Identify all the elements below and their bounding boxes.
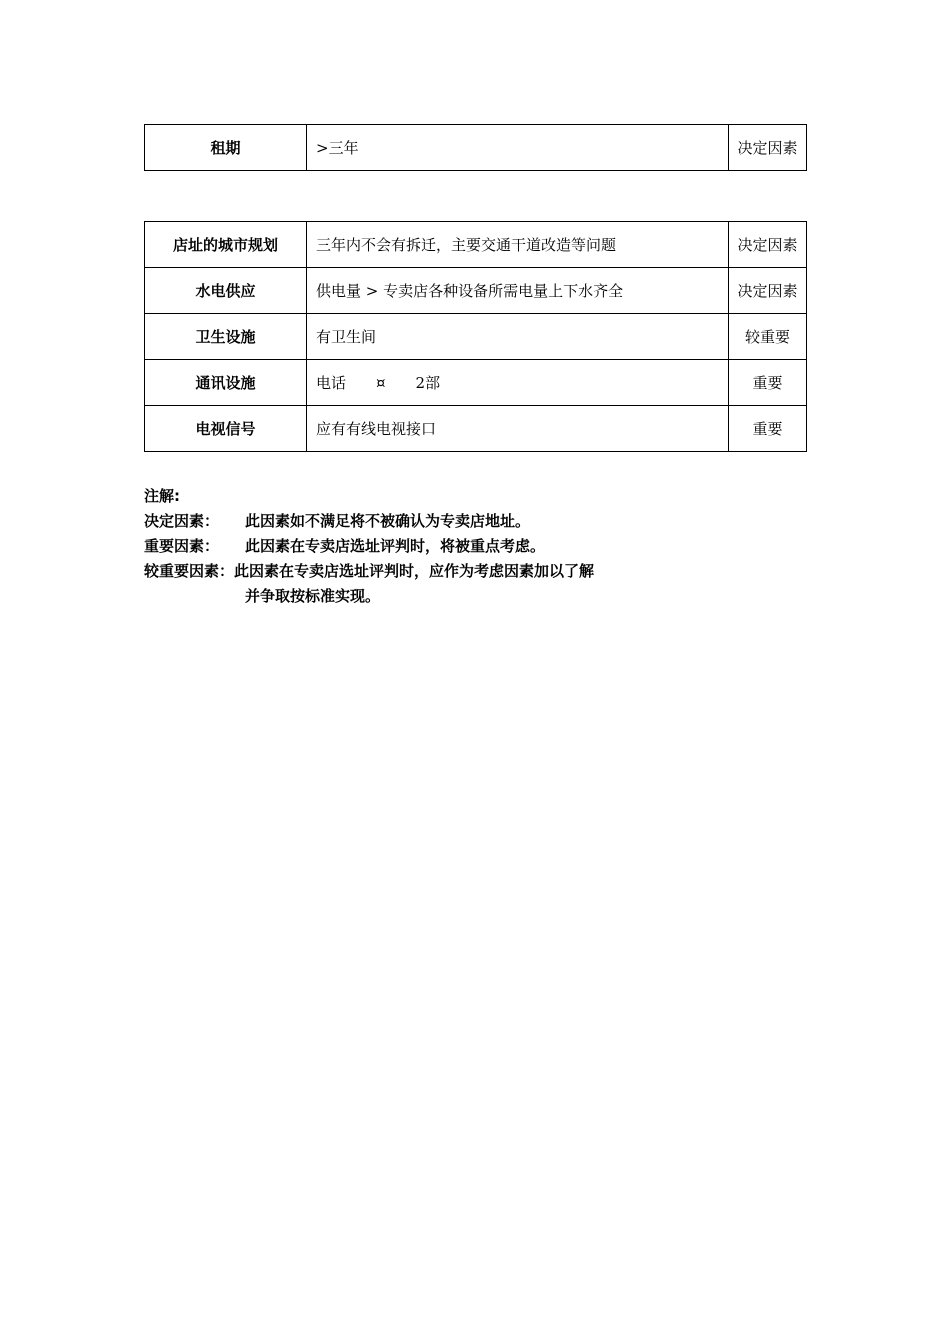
table-row (145, 360, 807, 406)
criterion-label: 租期 (145, 125, 307, 171)
criterion-label: 水电供应 (145, 268, 307, 314)
criterion-level: 决定因素 (729, 125, 807, 171)
criterion-label: 电视信号 (145, 406, 307, 452)
criterion-level: 较重要 (729, 314, 807, 360)
notes-section (144, 484, 744, 609)
note-term: 重要因素： (144, 537, 220, 555)
note-term: 决定因素： (144, 512, 220, 530)
note-continuation: 并争取按标准实现。 (245, 587, 381, 605)
table-row (145, 314, 807, 360)
note-item (144, 509, 744, 534)
table-row (145, 406, 807, 452)
table-row (145, 268, 807, 314)
note-term: 较重要因素： (144, 562, 235, 580)
facility-criteria-table (144, 221, 807, 452)
criterion-level: 决定因素 (729, 222, 807, 268)
criterion-label: 通讯设施 (145, 360, 307, 406)
criterion-requirement: 应有有线电视接口 (307, 406, 729, 452)
table-row (145, 125, 807, 171)
table-row (145, 222, 807, 268)
note-text: 此因素在专卖店选址评判时，将被重点考虑。 (245, 537, 546, 555)
note-text: 此因素如不满足将不被确认为专卖店地址。 (245, 512, 531, 530)
criterion-label: 店址的城市规划 (145, 222, 307, 268)
lease-term-table (144, 124, 807, 171)
criterion-requirement: 三年内不会有拆迁，主要交通干道改造等问题 (307, 222, 729, 268)
criterion-level: 重要 (729, 406, 807, 452)
note-item (144, 559, 744, 584)
notes-heading: 注解: (144, 487, 180, 505)
criterion-requirement: 电话 ¤ 2部 (307, 360, 729, 406)
note-item (144, 534, 744, 559)
note-text: 此因素在专卖店选址评判时，应作为考虑因素加以了解 (234, 562, 595, 580)
criterion-requirement: >三年 (307, 125, 729, 171)
criterion-level: 重要 (729, 360, 807, 406)
criterion-level: 决定因素 (729, 268, 807, 314)
criterion-requirement: 供电量 > 专卖店各种设备所需电量上下水齐全 (307, 268, 729, 314)
criterion-requirement: 有卫生间 (307, 314, 729, 360)
criterion-label: 卫生设施 (145, 314, 307, 360)
